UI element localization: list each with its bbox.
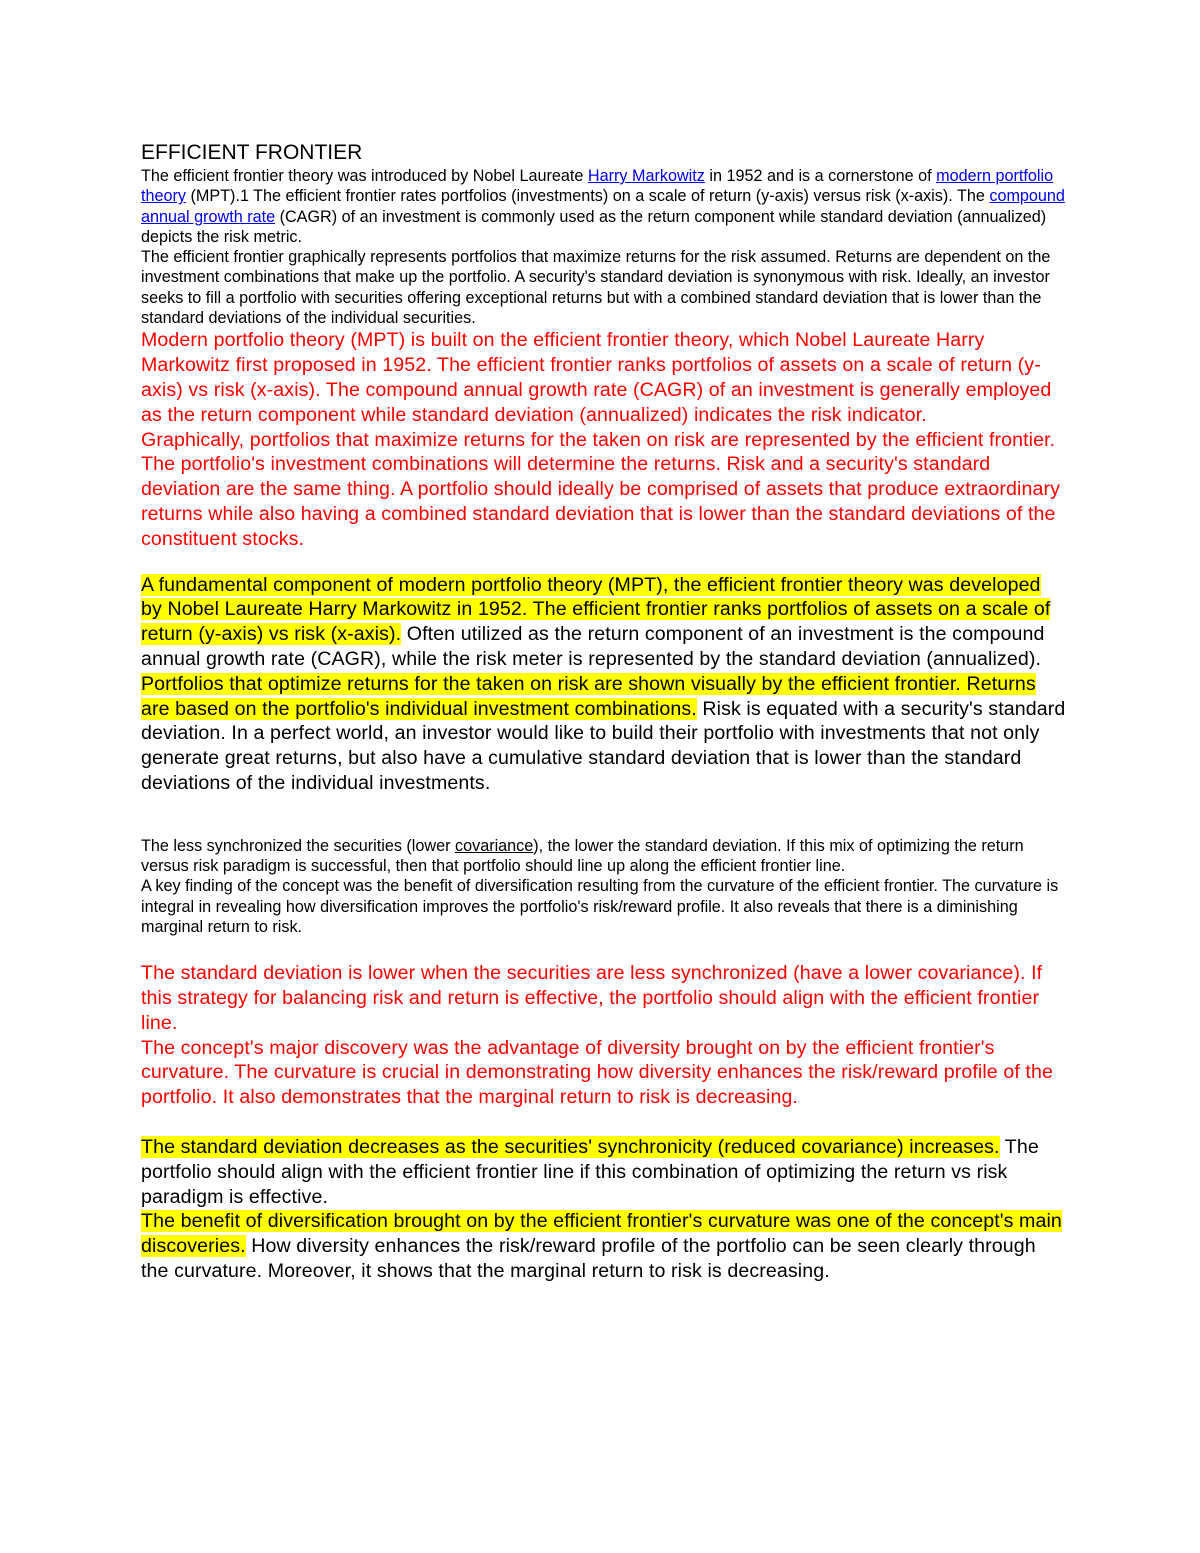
- section4-paragraph2: A key finding of the concept was the benefit of diversification resulting from the curvature of the efficient frontier. The curvature is integral in revealing how diversification improves the portfolio's risk/reward profile. It also reveals that there is a diminishing marginal return to risk.: [141, 877, 1059, 936]
- text-run: The less synchronized the securities (lower: [141, 836, 455, 855]
- highlighted-text: The standard deviation decreases as the securities' synchronicity (reduced covariance) increases.: [141, 1135, 1000, 1158]
- document-title: EFFICIENT FRONTIER: [141, 141, 363, 164]
- document-page: [141, 140, 1066, 1284]
- section6-paragraph1: [141, 1135, 1066, 1209]
- text-run: How diversity enhances the risk/reward profile of the portfolio can be seen clearly through the curvature. Moreover, it shows that the marginal return to risk is decreasing.: [141, 1235, 1036, 1282]
- link-harry-markowitz[interactable]: Harry Markowitz: [587, 167, 705, 185]
- section3-paragraph1: [141, 573, 1066, 672]
- section6-paragraph2: [141, 1209, 1066, 1283]
- section5-paragraph2: The concept's major discovery was the advantage of diversity brought on by the efficient frontier's curvature. The curvature is crucial in demonstrating how diversity enhances the risk/reward profile of the portfolio. It also demonstrates that the marginal return to risk is decreasing.: [141, 1036, 1053, 1109]
- text-run: Risk is equated with a security's standard deviation. In a perfect world, an investor would like to build their portfolio with investments that not only generate great returns, but also have a cumulative standard deviation that is lower than the standard deviations of the individual investments.: [141, 697, 1066, 794]
- highlighted-text: The benefit of diversification brought on by the efficient frontier's curvature was one of the concept's main discoveries.: [141, 1210, 1062, 1258]
- section5-paragraph1: The standard deviation is lower when the securities are less synchronized (have a lower covariance). If this strategy for balancing risk and return is effective, the portfolio should align with the efficient frontier line.: [141, 962, 1043, 1034]
- section3-paragraph2: [141, 672, 1066, 796]
- text-run: The efficient frontier theory was introduced by Nobel Laureate: [141, 167, 588, 185]
- spacer: [141, 552, 1066, 573]
- section1-paragraph1: [141, 166, 1066, 247]
- text-run: (CAGR) of an investment is commonly used as the return component while standard deviation (annualized) depicts the risk metric.: [141, 207, 1047, 246]
- highlighted-text: A fundamental component of modern portfolio theory (MPT), the efficient frontier theory was developed by Nobel Laureate Harry Markowitz in 1952. The efficient frontier ranks portfolios of assets on a scale of return (y-axis) vs risk (x-axis).: [141, 573, 1051, 646]
- section2-paragraph1: Modern portfolio theory (MPT) is built on the efficient frontier theory, which Nobel Laureate Harry Markowitz first proposed in 1952. The efficient frontier ranks portfolios of assets on a scale of return (y-axis) vs risk (x-axis). The compound annual growth rate (CAGR) of an investment is generally employed as the return component while standard deviation (annualized) indicates the risk indicator.: [141, 329, 1052, 426]
- text-run: Often utilized as the return component of an investment is the compound annual growth rate (CAGR), while the risk meter is represented by the standard deviation (annualized).: [141, 623, 1045, 670]
- section1-paragraph2: The efficient frontier graphically represents portfolios that maximize returns for the risk assumed. Returns are dependent on the investment combinations that make up the portfolio. A security's standard deviation is synonymous with risk. Ideally, an investor seeks to fill a portfolio with securities offering exceptional returns but with a combined standard deviation that is lower than the standard deviations of the individual securities.: [141, 248, 1051, 328]
- text-run: (MPT).1 The efficient frontier rates portfolios (investments) on a scale of return (y-axis) versus risk (x-axis). The: [186, 187, 990, 206]
- spacer: [141, 1110, 1066, 1135]
- text-run: The portfolio should align with the efficient frontier line if this combination of optimizing the return vs risk paradigm is effective.: [141, 1135, 1039, 1208]
- link-compound-annual-growth-rate[interactable]: compound annual growth rate: [141, 187, 1065, 226]
- underlined-term-covariance[interactable]: covariance: [455, 836, 534, 855]
- text-run: ), the lower the standard deviation. If this mix of optimizing the return versus risk paradigm is successful, then that portfolio should line up along the efficient frontier line.: [141, 836, 1024, 876]
- section2-paragraph2: Graphically, portfolios that maximize returns for the taken on risk are represented by the efficient frontier. The portfolio's investment combinations will determine the returns. Risk and a security's standard deviation are the same thing. A portfolio should ideally be comprised of assets that produce extraordinary returns while also having a combined standard deviation that is lower than the standard deviations of the constituent stocks.: [141, 428, 1060, 550]
- spacer: [141, 937, 1066, 961]
- text-run: in 1952 and is a cornerstone of: [704, 167, 937, 185]
- highlighted-text: Portfolios that optimize returns for the taken on risk are shown visually by the efficient frontier. Returns are based on the portfolio's individual investment combinations.: [141, 672, 1036, 720]
- section4-paragraph1: [141, 836, 1066, 877]
- spacer: [141, 796, 1066, 836]
- link-modern-portfolio-theory[interactable]: modern portfolio theory: [141, 167, 1054, 206]
